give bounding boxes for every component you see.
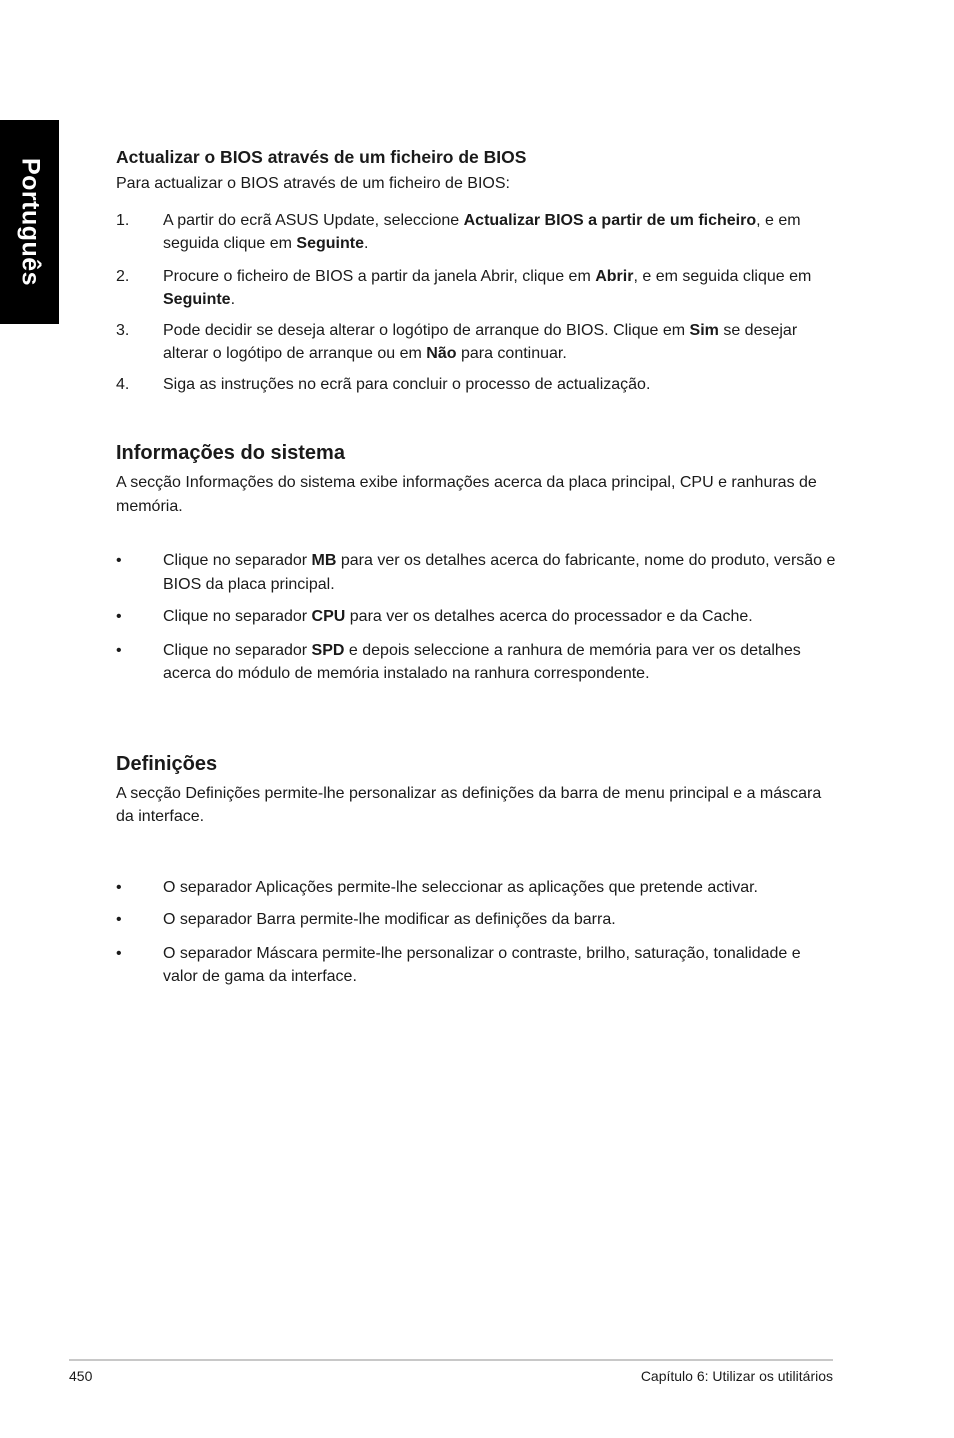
settings-intro: A secção Definições permite-lhe personalizar as definições da barra de menu principal e a máscara da interface. xyxy=(116,784,822,825)
bullet: • xyxy=(116,878,122,896)
list-item xyxy=(116,373,836,397)
bios-update-steps xyxy=(116,209,836,397)
step-number: 2. xyxy=(116,267,130,285)
list-item xyxy=(116,549,836,596)
list-item xyxy=(116,319,836,366)
system-info-intro: A secção Informações do sistema exibe informações acerca da placa principal, CPU e ranhuras de memória. xyxy=(116,474,817,515)
page-content xyxy=(116,146,836,989)
step-text: Procure o ficheiro de BIOS a partir da janela Abrir, clique em Abrir, e em seguida clique em Seguinte. xyxy=(163,267,812,308)
list-item xyxy=(116,605,836,629)
step-number: 4. xyxy=(116,375,130,393)
step-text: Pode decidir se deseja alterar o logótipo de arranque do BIOS. Clique em Sim se desejar alterar o logótipo de arranque ou em Não para continuar. xyxy=(163,321,798,362)
step-number: 3. xyxy=(116,321,130,339)
bullet: • xyxy=(116,608,122,625)
bullet-text: Clique no separador SPD e depois seleccione a ranhura de memória para ver os detalhes acerca do módulo de memória instalado na ranhura correspondente. xyxy=(163,641,801,682)
bullet: • xyxy=(116,641,122,659)
settings-heading: Definições xyxy=(116,752,218,775)
bios-update-intro: Para actualizar o BIOS através de um ficheiro de BIOS: xyxy=(116,175,510,192)
step-text: A partir do ecrã ASUS Update, seleccione Actualizar BIOS a partir de um ficheiro, e em seguida clique em Seguinte. xyxy=(163,211,801,252)
language-tab-label: Português xyxy=(16,157,45,287)
list-item xyxy=(116,876,836,900)
page-number: 450 xyxy=(69,1368,93,1384)
bios-update-heading: Actualizar o BIOS através de um ficheiro de BIOS xyxy=(116,147,527,167)
bullet: • xyxy=(116,944,122,962)
list-item xyxy=(116,265,836,312)
list-item xyxy=(116,942,836,989)
bullet-text: O separador Máscara permite-lhe personalizar o contraste, brilho, saturação, tonalidade e valor de gama da interface. xyxy=(163,944,801,985)
list-item xyxy=(116,209,836,256)
bullet-text: Clique no separador CPU para ver os detalhes acerca do processador e da Cache. xyxy=(163,608,753,625)
bullet: • xyxy=(116,911,122,928)
list-item xyxy=(116,908,836,932)
footer-divider xyxy=(69,1359,833,1361)
system-info-heading: Informações do sistema xyxy=(116,442,345,464)
system-info-list xyxy=(116,549,836,686)
settings-list xyxy=(116,876,836,989)
bullet-text: Clique no separador MB para ver os detalhes acerca do fabricante, nome do produto, versão e BIOS da placa principal. xyxy=(163,552,836,593)
list-item xyxy=(116,639,836,686)
step-text: Siga as instruções no ecrã para concluir o processo de actualização. xyxy=(163,375,651,393)
step-number: 1. xyxy=(116,211,130,229)
bullet: • xyxy=(116,552,122,569)
chapter-title: Capítulo 6: Utilizar os utilitários xyxy=(640,1368,833,1384)
bullet-text: O separador Barra permite-lhe modificar as definições da barra. xyxy=(163,911,616,928)
bullet-text: O separador Aplicações permite-lhe seleccionar as aplicações que pretende activar. xyxy=(163,878,758,896)
